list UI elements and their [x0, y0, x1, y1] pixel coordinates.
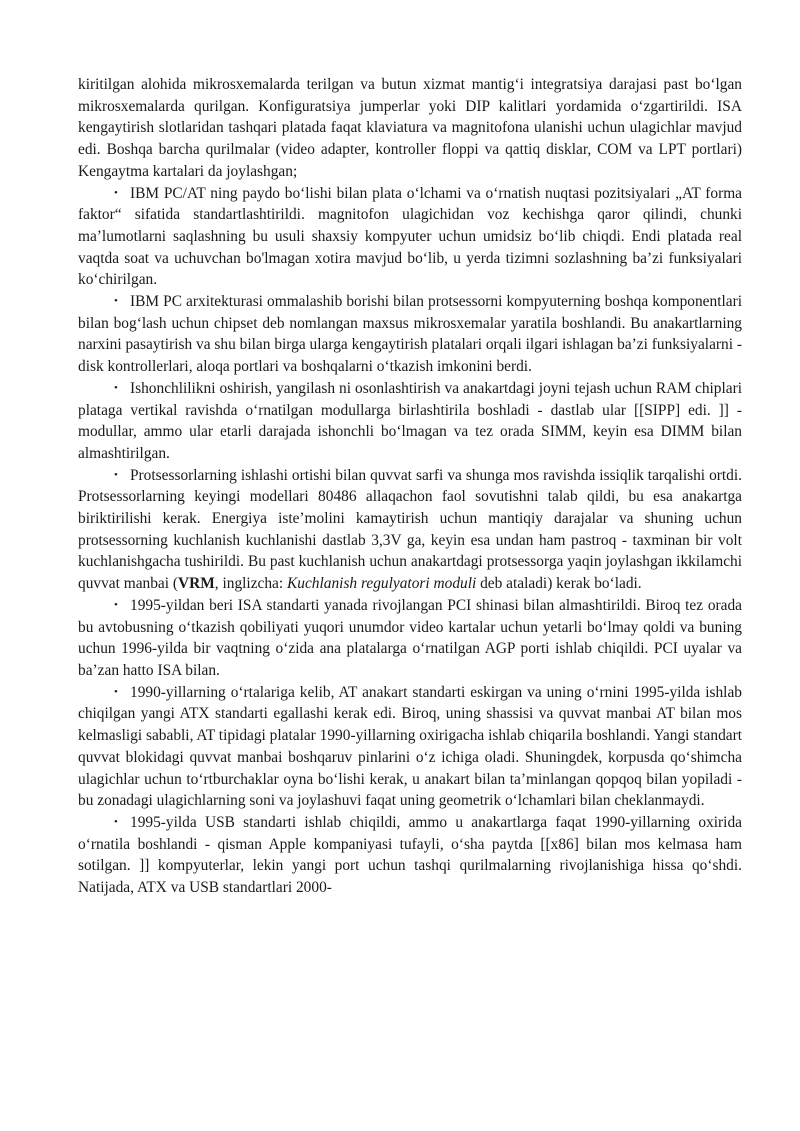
list-item-text: 1995-yilda USB standarti ishlab chiqildi, ammo u anakartlarga faqat 1990-yillarning oxirida o‘rnatila boshlandi - qisman Apple kompaniyasi tufayli, o‘sha paytda [[x86] bilan mos kelmasa ham sotilgan. ]] kompyuterlar, lekin yangi port uchun tashqi qurilmalarning rivojlanishiga hissa qo‘shdi. Natijada, ATX va USB standartlari 2000-: [78, 813, 742, 897]
intro-paragraph: kiritilgan alohida mikrosxemalarda terilgan va butun xizmat mantig‘i integratsiya darajasi past bo‘lgan mikrosxemalarda qurilgan. Konfiguratsiya jumperlar yoki DIP kalitlari yordamida o‘zgartirildi. ISA kengaytirish slotlaridan tashqari platada faqat klaviatura va magnitofona ulanishi uchun ulagichlar mavjud edi. Boshqa barcha qurilmalar (video adapter, kontroller floppi va qattiq disklar, COM va LPT portlari) Kengaytma kartalari da joylashgan;: [78, 76, 742, 180]
list-item: [78, 682, 742, 812]
bullet-icon: •: [114, 295, 118, 308]
list-item-text: IBM PC arxitekturasi ommalashib borishi bilan protsessorni kompyuterning boshqa komponentlari bilan bog‘lash uchun chipset deb nomlangan maxsus mikrosxemalar yaratila boshlandi. Bu anakartlarning narxini pasaytirish va shu bilan birga ularga kengaytirish platalari orqali ilgari ishlagan ba’zi funksiyalarni - disk kontrollerlari, aloqa portlari va boshqalarni o‘tkazish imkonini berdi.: [78, 293, 742, 376]
list-item-text: IBM PC/AT ning paydo bo‘lishi bilan plata o‘lchami va o‘rnatish nuqtasi pozitsiyalari „AT forma faktor“ sifatida standartlashtirildi. magnitofon ulagichidan voz kechishga qaror qilindi, chunki ma’lumotlarni saqlashning bu usuli shaxsiy kompyuter uchun umidsiz bo‘lib chiqdi. Endi platada real vaqtda soat va uchuvchan bo'lmagan xotira mavjud bo‘lib, u yerda tizimni sozlashning ba’zi funksiyalari ko‘chirilgan.: [78, 184, 742, 289]
list-item: [78, 812, 742, 899]
list-item-text: Ishonchlilikni oshirish, yangilash ni osonlashtirish va anakartdagi joyni tejash uchun RAM chiplari plataga vertikal ravishda o‘rnatilgan modullarga birlashtirila boshladi - dastlab ular [[SIPP] edi. ]] - modullar, ammo ular etarli darajada ishonchli bo‘lmagan va tez orada SIMM, keyin esa DIMM bilan almashtirilgan.: [78, 379, 742, 462]
italic-term: Kuchlanish regulyatori moduli: [287, 575, 477, 593]
document-page: [78, 74, 742, 899]
list-item-text: , inglizcha:: [214, 575, 288, 593]
bullet-icon: •: [114, 815, 118, 828]
list-item: [78, 595, 742, 682]
list-item: [78, 183, 742, 292]
list-item-text: deb ataladi) kerak bo‘ladi.: [476, 575, 642, 593]
list-item: [78, 291, 742, 378]
list-item: [78, 378, 742, 465]
list-item-text: 1995-yildan beri ISA standarti yanada rivojlangan PCI shinasi bilan almashtirildi. Biroq tez orada bu avtobusning o‘tkazish qobiliyati yuqori unumdor video kartalar uchun yetarli bo‘lmay qoldi va buning uchun 1996-yilda bir vaqtning o‘zida ana platalarga o‘rnatilgan AGP porti ishlab chiqildi. PCI uyalar va ba’zan hatto ISA bilan.: [78, 596, 742, 679]
bullet-icon: •: [114, 685, 118, 698]
list-item-text: 1990-yillarning o‘rtalariga kelib, AT anakart standarti eskirgan va uning o‘rnini 1995-yilda ishlab chiqilgan yangi ATX standarti egallashi kerak edi. Biroq, uning shassisi va quvvat manbai AT bilan mos kelmasligi sababli, AT tipidagi platalar 1990-yillarning oxirigacha ishlab chiqarila boshlandi. Yangi standart quvvat blokidagi quvvat manbai boshqaruv pinlarini o‘z ichiga oladi. Shuningdek, korpusda qo‘shimcha ulagichlar uchun to‘rtburchaklar oyna bo‘lishi kerak, u anakart bilan ta’minlangan qopqoq bilan yopiladi - bu zonadagi ulagichlarning soni va joylashuvi faqat uning geometrik o‘lchamlari bilan cheklanmaydi.: [78, 683, 742, 810]
bullet-icon: •: [114, 186, 118, 199]
list-item: [78, 465, 742, 595]
bullet-icon: •: [114, 381, 118, 394]
list-item-text: Protsessorlarning ishlashi ortishi bilan quvvat sarfi va shunga mos ravishda issiqlik tarqalishi ortdi. Protsessorlarning keyingi modellari 80486 allaqachon faol sovutishni talab qildi, bu esa anakartga biriktirilishi kerak. Energiya iste’molini kamaytirish uchun mantiqiy darajalar va shuning uchun protsessorning kuchlanish kuchlanishi dastlab 3,3V ga, keyin esa undan ham pastroq - taxminan bir volt kuchlanishgacha tushirildi. Bu past kuchlanish uchun anakartdagi protsessorga yaqin joylashgan ikkilamchi quvvat manbai (: [78, 466, 742, 593]
bullet-list: [78, 183, 742, 899]
bullet-icon: •: [114, 598, 118, 611]
bold-term: VRM: [178, 575, 215, 593]
bullet-icon: •: [114, 468, 118, 481]
